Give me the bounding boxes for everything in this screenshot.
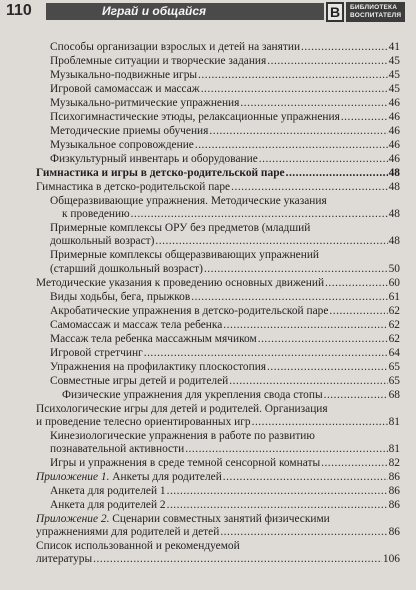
toc-appendix: Приложение 2. Сценарии совместных занятий физическими упражнениями для родителей и детей ..... 86 (36, 513, 400, 539)
toc-entry: Методические указания к проведению основных движений ..... 60 (36, 277, 400, 290)
toc-entry: Игры и упражнения в среде темной сенсорной комнаты ..... 82 (50, 457, 400, 470)
toc-entry: Анкета для родителей 1 ..... 86 (50, 485, 400, 498)
toc-entry: Музыкально-ритмические упражнения ..... 46 (50, 97, 400, 110)
toc-entry: Упражнения на профилактику плоскостопия ..... 65 (50, 361, 400, 374)
toc-entry: Психогимнастические этюды, релаксационные упражнения ..... 46 (50, 111, 400, 124)
toc-entry: Физкультурный инвентарь и оборудование ..... 46 (50, 153, 400, 166)
toc-entry: Игровой самомассаж и массаж ..... 45 (50, 83, 400, 96)
toc-entry: Массаж тела ребенка массажным мячиком ..... 62 (50, 333, 400, 346)
series-logo-letter: В (326, 2, 344, 22)
series-name-line2: ВОСПИТАТЕЛЯ (350, 12, 402, 19)
toc-entry: Примерные комплексы ОРУ без предметов (младший дошкольный возраст) ..... 48 (50, 222, 400, 248)
toc-entry: Музыкальное сопровождение ..... 46 (50, 139, 400, 152)
toc-entry: Игровой стретчинг ..... 64 (50, 347, 400, 360)
toc-section-heading: Гимнастика и игры в детско-родительской паре ..... 48 (36, 167, 400, 180)
toc-entry: Виды ходьбы, бега, прыжков ..... 61 (50, 291, 400, 304)
toc-entry: Акробатические упражнения в детско-родительской паре ..... 62 (50, 305, 400, 318)
toc-entry: Самомассаж и массаж тела ребенка ..... 62 (50, 319, 400, 332)
page-number: 110 (6, 2, 46, 20)
toc-entry: Примерные комплексы общеразвивающих упражнений (старший дошкольный возраст) ..... 50 (50, 249, 400, 275)
toc-entry: Общеразвивающие упражнения. Методические указания к проведению ..... 48 (50, 195, 400, 221)
toc-entry: Психологические игры для детей и родителей. Организация и проведение телесно ориентированных игр ..... 81 (36, 403, 400, 429)
toc-entry: Физические упражнения для укрепления свода стопы ..... 68 (62, 389, 400, 402)
toc-entry: Кинезиологические упражнения в работе по развитию познавательной активности ..... 81 (50, 430, 400, 456)
toc-entry: Методические приемы обучения ..... 46 (50, 125, 400, 138)
toc-bibliography: Список использованной и рекомендуемой литературы ..... 106 (36, 540, 400, 566)
running-title: Играй и общайся (46, 3, 324, 20)
toc-entry: Способы организации взрослых и детей на занятии ..... 41 (50, 41, 400, 54)
toc-entry: Гимнастика в детско-родительской паре ..... 48 (36, 181, 400, 194)
toc-appendix: Приложение 1. Анкеты для родителей ..... 86 (36, 471, 400, 484)
toc-entry: Анкета для родителей 2 ..... 86 (50, 499, 400, 512)
toc-entry: Проблемные ситуации и творческие задания ..... 45 (50, 55, 400, 68)
toc-entry: Совместные игры детей и родителей ..... 65 (50, 375, 400, 388)
toc-entry: Музыкально-подвижные игры ..... 45 (50, 69, 400, 82)
series-name-line1: БИБЛИОТЕКА (350, 4, 398, 11)
